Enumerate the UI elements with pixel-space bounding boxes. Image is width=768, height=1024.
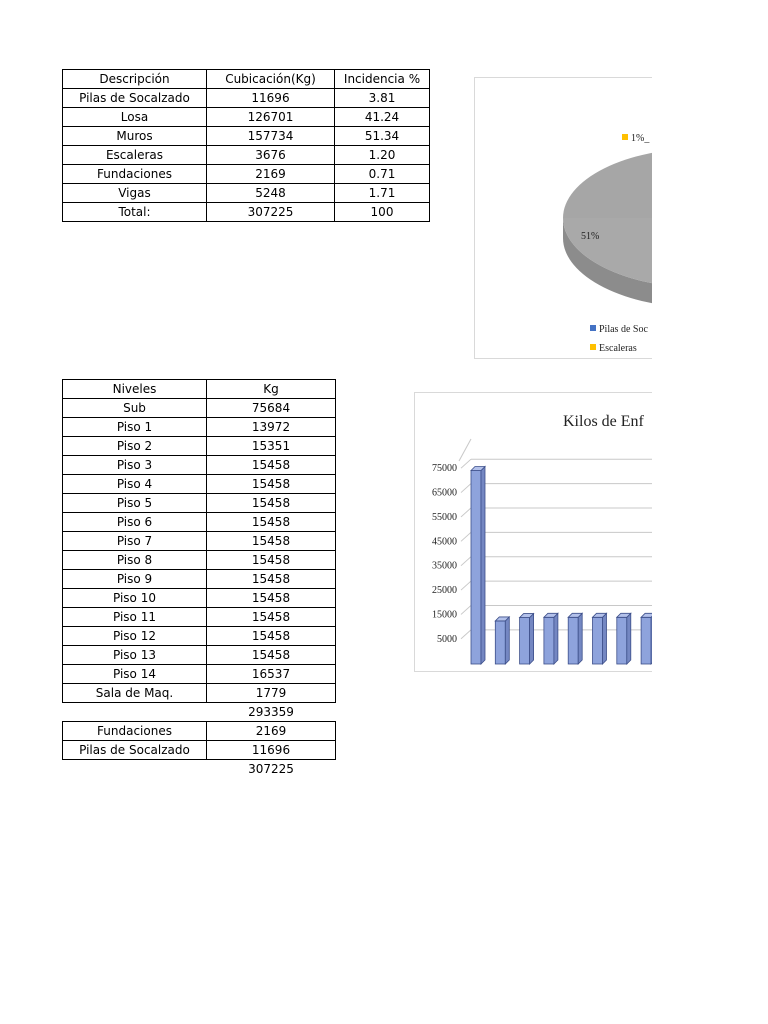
table-cell: 11696 xyxy=(207,89,335,108)
table-row xyxy=(63,475,336,494)
table-row xyxy=(63,184,430,203)
total-row xyxy=(63,760,336,779)
table-cell: 15458 xyxy=(207,513,336,532)
table-cell: Losa xyxy=(63,108,207,127)
table-cell: 51.34 xyxy=(335,127,430,146)
table-cell: Piso 4 xyxy=(63,475,207,494)
legend-marker-escaleras xyxy=(590,344,596,350)
table-row xyxy=(63,665,336,684)
gridline-depth xyxy=(461,630,471,639)
table-cell: 15458 xyxy=(207,646,336,665)
y-tick-label: 15000 xyxy=(432,609,457,621)
table-cell: Total: xyxy=(63,203,207,222)
table-row xyxy=(63,437,336,456)
table-cell: 11696 xyxy=(207,741,336,760)
table-cell: 15458 xyxy=(207,475,336,494)
table-cell: Piso 11 xyxy=(63,608,207,627)
gridline-depth xyxy=(461,484,471,493)
table-cell: 15458 xyxy=(207,570,336,589)
gridline-depth xyxy=(461,532,471,541)
legend-marker-pilas xyxy=(590,325,596,331)
table-row xyxy=(63,418,336,437)
subtotal-value: 293359 xyxy=(248,705,294,719)
table-row xyxy=(63,741,336,760)
table-row xyxy=(63,589,336,608)
table-cell: Vigas xyxy=(63,184,207,203)
table-cell: 1.20 xyxy=(335,146,430,165)
bar xyxy=(471,467,485,664)
table-cell: 15458 xyxy=(207,456,336,475)
table-row xyxy=(63,551,336,570)
subtotal-row xyxy=(63,703,336,722)
table-cell: 41.24 xyxy=(335,108,430,127)
table-cell: Piso 9 xyxy=(63,570,207,589)
gridline-depth xyxy=(461,581,471,590)
table-cell: Fundaciones xyxy=(63,165,207,184)
table-header-row xyxy=(63,380,336,399)
column-header: Descripción xyxy=(63,70,207,89)
table-row xyxy=(63,165,430,184)
legend-marker-escaleras-top xyxy=(622,134,628,140)
table-cell: Piso 13 xyxy=(63,646,207,665)
incidence-table xyxy=(62,69,430,222)
gridline-depth xyxy=(461,508,471,517)
gridline-depth xyxy=(461,459,471,468)
table-cell: 2169 xyxy=(207,722,336,741)
y-tick-label: 65000 xyxy=(432,487,457,499)
column-header: Niveles xyxy=(63,380,207,399)
table-row xyxy=(63,399,336,418)
pie-chart xyxy=(474,77,654,359)
table-cell: 126701 xyxy=(207,108,335,127)
table-row xyxy=(63,108,430,127)
table-cell: 100 xyxy=(335,203,430,222)
table-row xyxy=(63,146,430,165)
gridline-depth xyxy=(461,605,471,614)
table-cell: 75684 xyxy=(207,399,336,418)
chart-wall-edge xyxy=(459,439,471,461)
table-cell: 157734 xyxy=(207,127,335,146)
bar-chart xyxy=(414,392,654,672)
table-cell: Piso 14 xyxy=(63,665,207,684)
table-row xyxy=(63,456,336,475)
column-header: Cubicación(Kg) xyxy=(207,70,335,89)
table-cell: Sub xyxy=(63,399,207,418)
table-row xyxy=(63,127,430,146)
table-cell: 15458 xyxy=(207,627,336,646)
y-tick-label: 5000 xyxy=(437,633,457,645)
table-cell: Piso 1 xyxy=(63,418,207,437)
page-right-blank xyxy=(652,0,768,1024)
levels-table xyxy=(62,379,336,778)
table-cell: Piso 5 xyxy=(63,494,207,513)
column-header: Incidencia % xyxy=(335,70,430,89)
table-cell: 1779 xyxy=(207,684,336,703)
pie-label-51: 51% xyxy=(581,231,600,242)
table-header-row xyxy=(63,70,430,89)
y-tick-label: 45000 xyxy=(432,536,457,548)
table-cell: 13972 xyxy=(207,418,336,437)
table-cell: 15458 xyxy=(207,494,336,513)
table-cell: Escaleras xyxy=(63,146,207,165)
table-cell: Muros xyxy=(63,127,207,146)
table-row xyxy=(63,570,336,589)
table-cell: 15458 xyxy=(207,551,336,570)
table-row xyxy=(63,89,430,108)
table-cell: 15458 xyxy=(207,532,336,551)
table-cell: Piso 2 xyxy=(63,437,207,456)
table-cell: Fundaciones xyxy=(63,722,207,741)
pie-chart-svg xyxy=(475,78,653,358)
table-cell: Sala de Maq. xyxy=(63,684,207,703)
table-row xyxy=(63,494,336,513)
table-cell: 15351 xyxy=(207,437,336,456)
table-cell: Pilas de Socalzado xyxy=(63,741,207,760)
table-cell: 2169 xyxy=(207,165,335,184)
bar xyxy=(495,617,509,664)
bar xyxy=(520,614,534,664)
table-cell: Pilas de Socalzado xyxy=(63,89,207,108)
column-header: Kg xyxy=(207,380,336,399)
table-cell: 307225 xyxy=(207,203,335,222)
blank-cell xyxy=(63,760,207,779)
table-cell: 15458 xyxy=(207,589,336,608)
total-value: 307225 xyxy=(248,762,294,776)
table-row xyxy=(63,627,336,646)
table-cell: 5248 xyxy=(207,184,335,203)
table-cell: Piso 6 xyxy=(63,513,207,532)
table-cell: Piso 10 xyxy=(63,589,207,608)
table-cell: 15458 xyxy=(207,608,336,627)
blank-cell xyxy=(63,703,207,722)
bar xyxy=(568,613,582,664)
pie-label-1: 1%_ xyxy=(631,133,650,144)
table-cell: Piso 12 xyxy=(63,627,207,646)
y-tick-label: 25000 xyxy=(432,585,457,597)
table-cell: 1.71 xyxy=(335,184,430,203)
gridline-depth xyxy=(461,557,471,566)
table-row xyxy=(63,203,430,222)
y-tick-label: 55000 xyxy=(432,511,457,523)
table-cell: 16537 xyxy=(207,665,336,684)
table-cell: 0.71 xyxy=(335,165,430,184)
table-row xyxy=(63,722,336,741)
table-cell: 3.81 xyxy=(335,89,430,108)
bar xyxy=(593,613,607,664)
table-row xyxy=(63,646,336,665)
table-row xyxy=(63,608,336,627)
bar xyxy=(617,613,631,664)
y-tick-label: 35000 xyxy=(432,560,457,572)
table-cell: Piso 7 xyxy=(63,532,207,551)
table-row xyxy=(63,532,336,551)
bar-chart-svg xyxy=(415,393,653,671)
table-cell: Piso 8 xyxy=(63,551,207,570)
table-row xyxy=(63,684,336,703)
bar xyxy=(544,613,558,664)
legend-label-escaleras: Escaleras xyxy=(599,343,637,354)
y-tick-label: 75000 xyxy=(432,463,457,475)
pie-slice-muros-top-upper xyxy=(563,148,653,218)
table-cell: 3676 xyxy=(207,146,335,165)
table-row xyxy=(63,513,336,532)
legend-label-pilas: Pilas de Soc xyxy=(599,324,648,335)
bar-chart-title: Kilos de Enf xyxy=(563,413,644,430)
table-cell: Piso 3 xyxy=(63,456,207,475)
